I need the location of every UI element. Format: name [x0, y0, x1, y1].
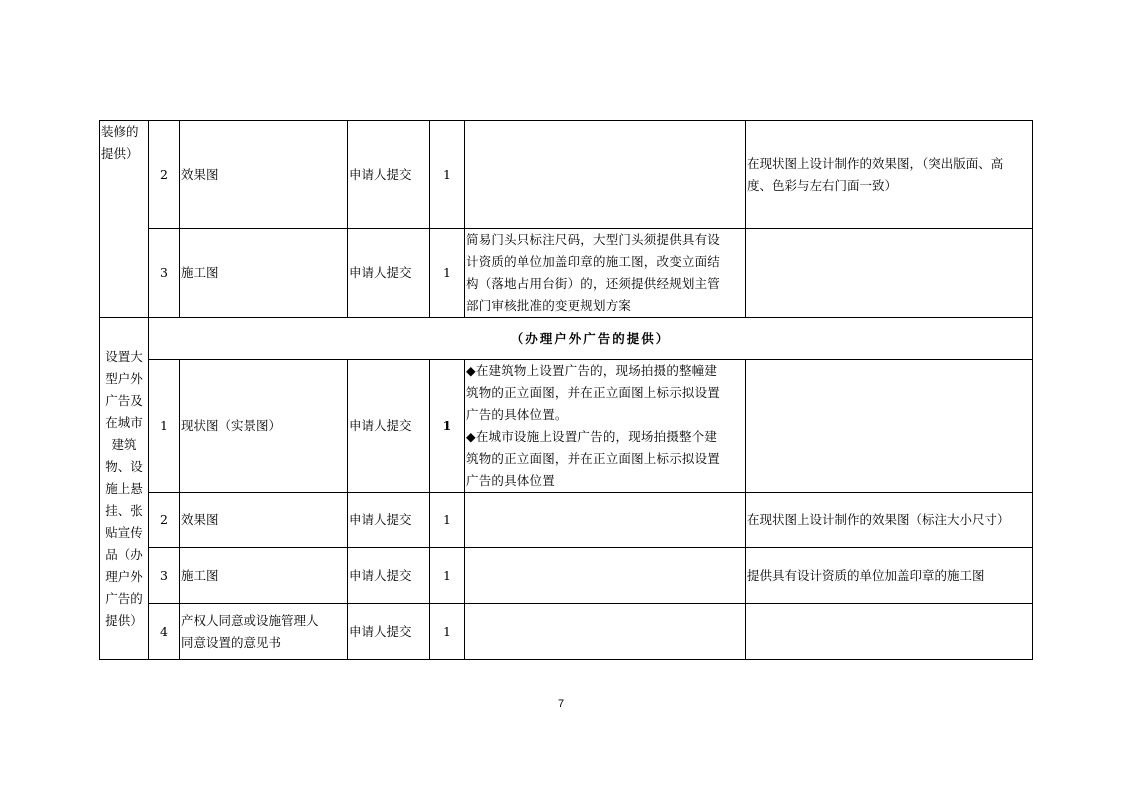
material-name: 施工图	[180, 229, 348, 318]
material-source: 申请人提交	[348, 121, 430, 229]
requirement-cell: 简易门头只标注尺码，大型门头须提供具有设 计资质的单位加盖印章的施工图，改变立面结 构（落地占用台街）的，还须提供经规划主管 部门审核批准的变更规划方案	[465, 229, 746, 318]
material-name: 产权人同意或设施管理人 同意设置的意见书	[180, 604, 348, 660]
table-row	[100, 229, 1033, 318]
table-row	[100, 360, 1033, 493]
requirement-cell	[465, 604, 746, 660]
table-row	[100, 318, 1033, 360]
category-cell: 装修的 提供）	[100, 121, 149, 318]
note-cell: 在现状图上设计制作的效果图（标注大小尺寸）	[746, 493, 1033, 548]
requirement-cell	[465, 493, 746, 548]
row-number: 3	[149, 548, 180, 604]
material-name: 效果图	[180, 493, 348, 548]
requirement-cell: ◆在建筑物上设置广告的，现场拍摄的整幢建 筑物的正立面图，并在正立面图上标示拟设置 广告的具体位置。 ◆在城市设施上设置广告的，现场拍摄整个建 筑物的正立面图，并在正立面图上标示拟设置 广告的具体位置	[465, 360, 746, 493]
table-row	[100, 604, 1033, 660]
material-source: 申请人提交	[348, 604, 430, 660]
material-name: 效果图	[180, 121, 348, 229]
row-number: 2	[149, 121, 180, 229]
row-number: 2	[149, 493, 180, 548]
note-cell: 在现状图上设计制作的效果图，（突出版面、高 度、色彩与左右门面一致）	[746, 121, 1033, 229]
note-cell	[746, 229, 1033, 318]
table-row	[100, 548, 1033, 604]
note-cell	[746, 604, 1033, 660]
row-number: 1	[149, 360, 180, 493]
row-number: 4	[149, 604, 180, 660]
table-row	[100, 121, 1033, 229]
category-cell: 设置大 型户外 广告及 在城市 建筑 物、设 施上悬 挂、张 贴宣传 品（办 理户外 广告的 提供）	[100, 318, 149, 660]
material-source: 申请人提交	[348, 493, 430, 548]
material-source: 申请人提交	[348, 548, 430, 604]
note-cell: 提供具有设计资质的单位加盖印章的施工图	[746, 548, 1033, 604]
requirement-cell	[465, 121, 746, 229]
page-number: 7	[557, 698, 565, 710]
material-count: 1	[430, 493, 465, 548]
material-count: 1	[430, 604, 465, 660]
note-cell	[746, 360, 1033, 493]
table-row	[100, 493, 1033, 548]
material-count: 1	[430, 229, 465, 318]
requirement-cell	[465, 548, 746, 604]
section-header: （办理户外广告的提供）	[149, 318, 1033, 360]
material-count: 1	[430, 548, 465, 604]
row-number: 3	[149, 229, 180, 318]
materials-table	[99, 120, 1033, 660]
material-source: 申请人提交	[348, 229, 430, 318]
material-count: 1	[430, 360, 465, 493]
material-count: 1	[430, 121, 465, 229]
material-source: 申请人提交	[348, 360, 430, 493]
material-name: 施工图	[180, 548, 348, 604]
material-name: 现状图（实景图）	[180, 360, 348, 493]
